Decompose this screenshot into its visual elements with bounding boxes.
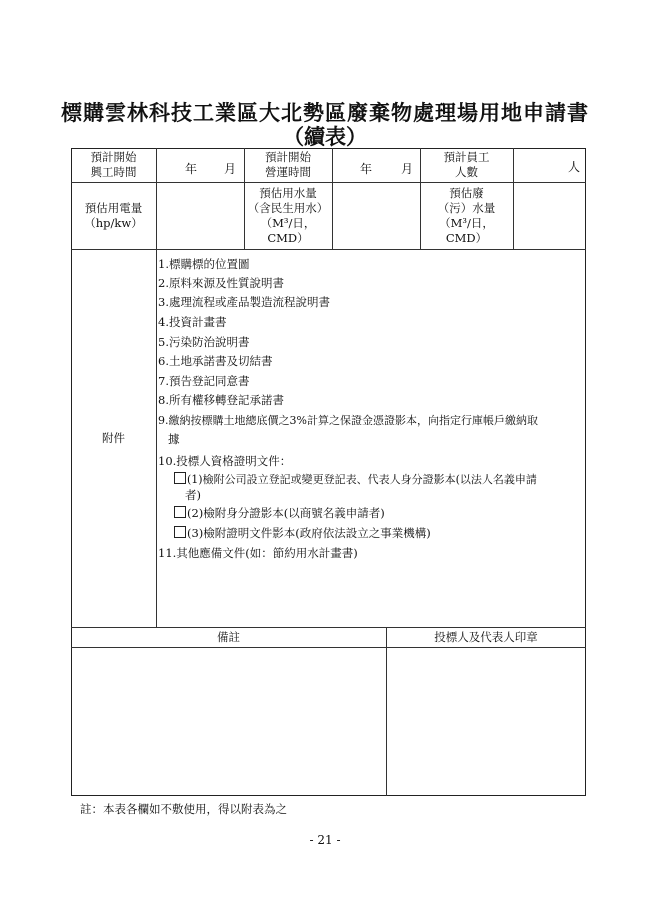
label-line: （hp/kw） (84, 215, 143, 230)
col-divider (513, 148, 514, 249)
label-line: 預計員工 (443, 150, 490, 164)
checkbox[interactable] (174, 472, 186, 484)
start-operation-label (244, 148, 332, 182)
checkbox-label: (3)檢附證明文件影本(政府依法設立之事業機構) (187, 526, 431, 540)
power-usage-label (71, 182, 156, 249)
col-divider (386, 627, 387, 796)
checkbox-item-continued: 者) (185, 488, 201, 502)
document-subtitle: （續表） (283, 124, 367, 149)
col-divider (332, 148, 333, 249)
attachment-item: 1.標購標的位置圖 (158, 257, 250, 271)
water-usage-label (244, 182, 332, 249)
label-line: 預估廢 (449, 185, 484, 200)
employee-count-label (420, 148, 513, 182)
seal-header: 投標人及代表人印章 (434, 629, 538, 644)
attachment-item: 7.預告登記同意書 (158, 374, 250, 388)
checkbox-label: (2)檢附身分證影本(以商號名義申請者) (187, 506, 385, 520)
label-line: 興工時間 (90, 165, 137, 179)
checkbox-item (174, 472, 537, 487)
col-divider (156, 148, 157, 249)
persons-unit: 人 (568, 160, 581, 174)
attachment-item: 據 (168, 432, 180, 446)
attachment-item: 8.所有權移轉登記承諾書 (158, 393, 284, 407)
attachment-item: 3.處理流程或產品製造流程說明書 (158, 295, 330, 309)
attachments-label: 附件 (102, 430, 125, 445)
col-divider (156, 249, 157, 627)
checkbox-item (174, 506, 385, 521)
attachment-item: 2.原料來源及性質說明書 (158, 276, 284, 290)
month-label: 月 (224, 162, 237, 176)
document-title: 標購雲林科技工業區大北勢區廢棄物處理場用地申請書 (61, 100, 589, 125)
label-line: 預估用水量 (259, 185, 317, 200)
label-line: （M³/日， (439, 215, 494, 230)
label-line: （含民生用水） (247, 200, 329, 215)
start-construction-label (71, 148, 156, 182)
label-line: 人數 (455, 165, 478, 179)
label-line: CMD） (445, 230, 488, 245)
label-line: （M³/日， (260, 215, 316, 230)
attachment-item: 11.其他應備文件(如：節約用水計畫書) (158, 546, 358, 560)
month-label: 月 (401, 162, 414, 176)
label-line: CMD） (267, 230, 309, 245)
attachment-item: 9.繳納按標購土地總底價之3%計算之保證金憑證影本，向指定行庫帳戶繳納取 (158, 414, 538, 427)
wastewater-label (420, 182, 513, 249)
checkbox-item (174, 526, 431, 541)
checkbox-label: (1)檢附公司設立登記或變更登記表、代表人身分證影本(以法人名義申請 (187, 473, 537, 486)
attachment-item: 6.土地承諾書及切結書 (158, 354, 273, 368)
label-line: 營運時間 (265, 165, 311, 179)
row-divider (71, 647, 586, 648)
year-label: 年 (360, 162, 373, 176)
checkbox[interactable] (174, 506, 186, 518)
footnote: 註：本表各欄如不敷使用，得以附表為之 (80, 802, 287, 816)
attachment-item: 4.投資計畫書 (158, 315, 227, 329)
attachment-item: 5.污染防治說明書 (158, 335, 250, 349)
label-line: 預估用電量 (84, 200, 143, 215)
page-number: - 21 - (309, 833, 341, 847)
label-line: （污）水量 (437, 200, 496, 215)
attachment-item: 10.投標人資格證明文件： (158, 454, 292, 468)
remarks-header: 備註 (217, 629, 240, 644)
checkbox[interactable] (174, 526, 186, 538)
label-line: 預計開始 (90, 150, 137, 164)
label-line: 預計開始 (265, 150, 311, 164)
year-label: 年 (185, 162, 198, 176)
